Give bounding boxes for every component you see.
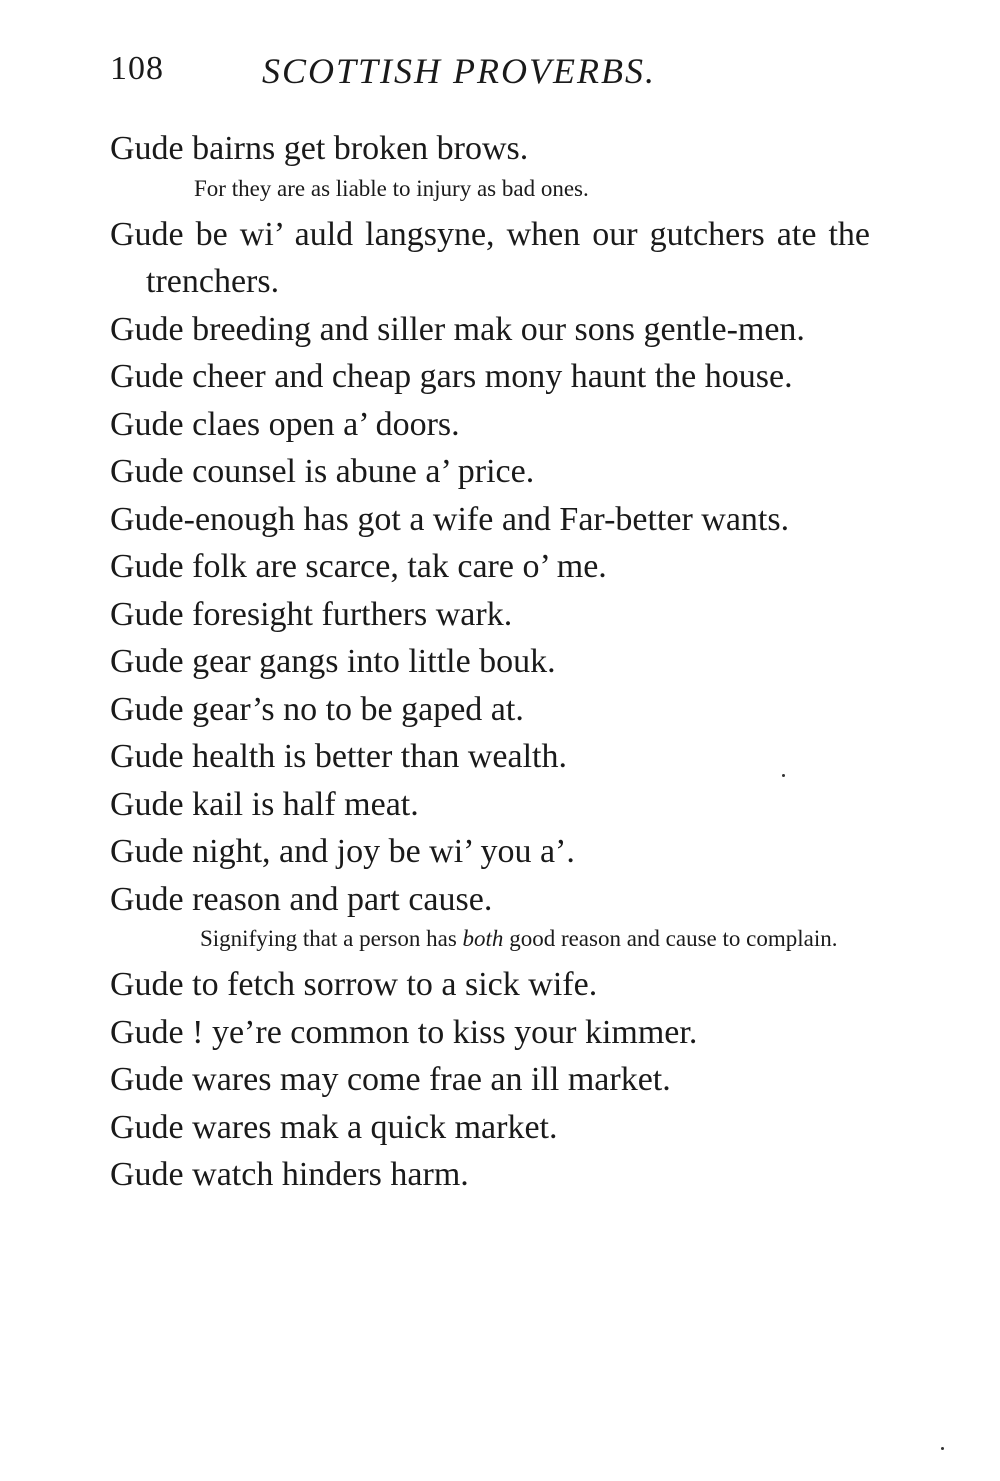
page-header <box>110 50 830 100</box>
note-text: good reason and cause to complain. <box>509 926 838 951</box>
proverb-entry: Gude night, and joy be wi’ you a’. <box>110 833 575 870</box>
proverb-entry: Gude bairns get broken brows. <box>110 130 529 167</box>
proverb-entry: Gude gear gangs into little bouk. <box>110 643 556 680</box>
proverb-entry: Gude kail is half meat. <box>110 785 419 823</box>
proverb-entry: Gude reason and part cause. <box>110 880 493 918</box>
proverb-entry: Gude wares may come frae an ill market. <box>110 1061 671 1098</box>
proverb-entry: Gude folk are scarce, tak care o’ me. <box>110 548 607 585</box>
proverb-list <box>110 125 870 1199</box>
proverb-entry: Gude gear’s no to be gaped at. <box>110 690 524 728</box>
proverb-entry: Gude wares mak a quick market. <box>110 1108 558 1146</box>
proverb-entry: Gude-enough has got a wife and Far-better wants. <box>110 500 790 538</box>
proverb-entry: Gude breeding and siller mak our sons gentle-men. <box>110 310 805 348</box>
proverb-entry: Gude be wi’ auld langsyne, when our gutchers ate the trenchers. <box>110 215 870 300</box>
note-emphasis: both <box>462 926 504 951</box>
proverb-entry: Gude counsel is abune a’ price. <box>110 453 535 490</box>
proverb-entry: Gude cheer and cheap gars mony haunt the house. <box>110 358 793 395</box>
proverb-entry: Gude to fetch sorrow to a sick wife. <box>110 966 598 1003</box>
paper-speck <box>941 1447 944 1450</box>
proverb-entry: Gude health is better than wealth. <box>110 738 567 775</box>
note-text: Signifying that a person has <box>200 926 457 951</box>
proverb-note <box>110 925 870 953</box>
running-title: SCOTTISH PROVERBS. <box>262 51 656 91</box>
paper-speck <box>782 774 785 777</box>
proverb-entry: Gude foresight furthers wark. <box>110 595 513 633</box>
proverb-entry: Gude watch hinders harm. <box>110 1156 469 1193</box>
page-number: 108 <box>110 50 164 87</box>
proverb-entry: Gude claes open a’ doors. <box>110 405 460 443</box>
proverb-note: For they are as liable to injury as bad ones. <box>194 175 589 201</box>
proverb-entry: Gude ! ye’re common to kiss your kimmer. <box>110 1013 698 1051</box>
